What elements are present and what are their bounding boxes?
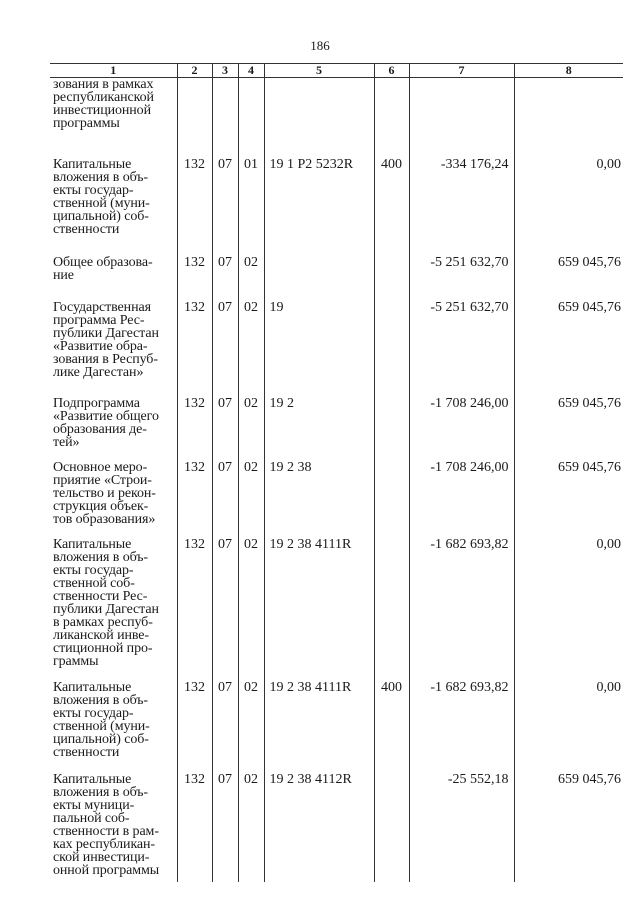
cell-col-2 xyxy=(177,78,212,151)
cell-col-3 xyxy=(212,78,238,151)
cell-col-7: -1 708 246,00 xyxy=(409,453,514,530)
cell-col-8: 0,00 xyxy=(514,150,623,248)
cell-col-8: 0,00 xyxy=(514,530,623,673)
column-header-4: 4 xyxy=(238,64,264,78)
column-header-2: 2 xyxy=(177,64,212,78)
cell-col-2: 132 xyxy=(177,293,212,389)
cell-col-6: 400 xyxy=(374,150,409,248)
cell-col-2: 132 xyxy=(177,389,212,453)
column-header-7: 7 xyxy=(409,64,514,78)
cell-col-6 xyxy=(374,78,409,151)
column-header-8: 8 xyxy=(514,64,623,78)
table-header-row xyxy=(50,64,623,78)
cell-col-5 xyxy=(264,78,374,151)
column-header-1: 1 xyxy=(50,64,177,78)
cell-col-4: 02 xyxy=(238,293,264,389)
cell-col-6 xyxy=(374,453,409,530)
page-number: 186 xyxy=(310,38,330,53)
cell-col-7: -25 552,18 xyxy=(409,765,514,882)
cell-col-6 xyxy=(374,248,409,293)
cell-col-2: 132 xyxy=(177,453,212,530)
cell-col-6 xyxy=(374,389,409,453)
row-name: зования в рамках республиканской инвестиционной программы xyxy=(53,77,154,131)
cell-col-4: 01 xyxy=(238,150,264,248)
row-name: Основное меро- приятие «Строи- тельство и рекон- струкция объек- тов образования» xyxy=(53,460,156,527)
cell-col-4: 02 xyxy=(238,453,264,530)
table-row xyxy=(50,293,623,389)
cell-col-7: -1 682 693,82 xyxy=(409,530,514,673)
cell-col-5 xyxy=(264,248,374,293)
cell-col-3: 07 xyxy=(212,248,238,293)
table-row xyxy=(50,389,623,453)
cell-col-2: 132 xyxy=(177,530,212,673)
cell-col-8 xyxy=(514,78,623,151)
cell-col-7: -5 251 632,70 xyxy=(409,293,514,389)
budget-table xyxy=(50,63,623,882)
cell-col-5: 19 2 xyxy=(264,389,374,453)
cell-col-4: 02 xyxy=(238,673,264,765)
cell-col-3: 07 xyxy=(212,293,238,389)
cell-col-5: 19 2 38 4111R xyxy=(264,673,374,765)
cell-col-3: 07 xyxy=(212,150,238,248)
cell-col-3: 07 xyxy=(212,389,238,453)
cell-col-3: 07 xyxy=(212,765,238,882)
cell-col-6: 400 xyxy=(374,673,409,765)
table-row xyxy=(50,150,623,248)
cell-col-5: 19 2 38 4111R xyxy=(264,530,374,673)
cell-col-5: 19 xyxy=(264,293,374,389)
cell-col-8: 659 045,76 xyxy=(514,389,623,453)
table-row xyxy=(50,530,623,673)
cell-col-3: 07 xyxy=(212,673,238,765)
row-name: Общее образова- ние xyxy=(53,255,153,283)
cell-col-7 xyxy=(409,78,514,151)
column-header-3: 3 xyxy=(212,64,238,78)
cell-col-3: 07 xyxy=(212,453,238,530)
row-name: Подпрограмма «Развитие общего образования де- тей» xyxy=(53,396,159,450)
cell-col-7: -1 682 693,82 xyxy=(409,673,514,765)
cell-col-4: 02 xyxy=(238,530,264,673)
cell-col-3: 07 xyxy=(212,530,238,673)
cell-col-4: 02 xyxy=(238,765,264,882)
cell-col-6 xyxy=(374,293,409,389)
cell-col-2: 132 xyxy=(177,765,212,882)
cell-col-6 xyxy=(374,530,409,673)
row-name: Капитальные вложения в объ- екты муници- пальной соб- ственности в рам- ках республикан- ской инвестици- онной программы xyxy=(53,772,160,878)
cell-col-8: 659 045,76 xyxy=(514,765,623,882)
table-row xyxy=(50,248,623,293)
table-row xyxy=(50,78,623,151)
cell-col-5: 19 2 38 xyxy=(264,453,374,530)
cell-col-4 xyxy=(238,78,264,151)
cell-col-5: 19 1 P2 5232R xyxy=(264,150,374,248)
cell-col-7: -5 251 632,70 xyxy=(409,248,514,293)
cell-col-7: -1 708 246,00 xyxy=(409,389,514,453)
row-name: Капитальные вложения в объ- екты государ- ственной (муни- ципальной) соб- ственности xyxy=(53,157,150,237)
cell-col-5: 19 2 38 4112R xyxy=(264,765,374,882)
cell-col-2: 132 xyxy=(177,150,212,248)
row-name: Капитальные вложения в объ- екты государ- ственной (муни- ципальной) соб- ственности xyxy=(53,680,150,760)
cell-col-4: 02 xyxy=(238,248,264,293)
table-row xyxy=(50,673,623,765)
cell-col-8: 0,00 xyxy=(514,673,623,765)
cell-col-8: 659 045,76 xyxy=(514,453,623,530)
cell-col-2: 132 xyxy=(177,673,212,765)
cell-col-8: 659 045,76 xyxy=(514,248,623,293)
table-row xyxy=(50,765,623,882)
cell-col-7: -334 176,24 xyxy=(409,150,514,248)
cell-col-2: 132 xyxy=(177,248,212,293)
cell-col-8: 659 045,76 xyxy=(514,293,623,389)
cell-col-6 xyxy=(374,765,409,882)
row-name: Капитальные вложения в объ- екты государ- ственной соб- ственности Рес- публики Дагестан в рамках респуб- ликанской инве- стиционной про- граммы xyxy=(53,537,159,669)
row-name: Государственная программа Рес- публики Дагестан «Развитие обра- зования в Респуб- лике Дагестан» xyxy=(53,300,159,380)
column-header-5: 5 xyxy=(264,64,374,78)
column-header-6: 6 xyxy=(374,64,409,78)
cell-col-4: 02 xyxy=(238,389,264,453)
table-row xyxy=(50,453,623,530)
